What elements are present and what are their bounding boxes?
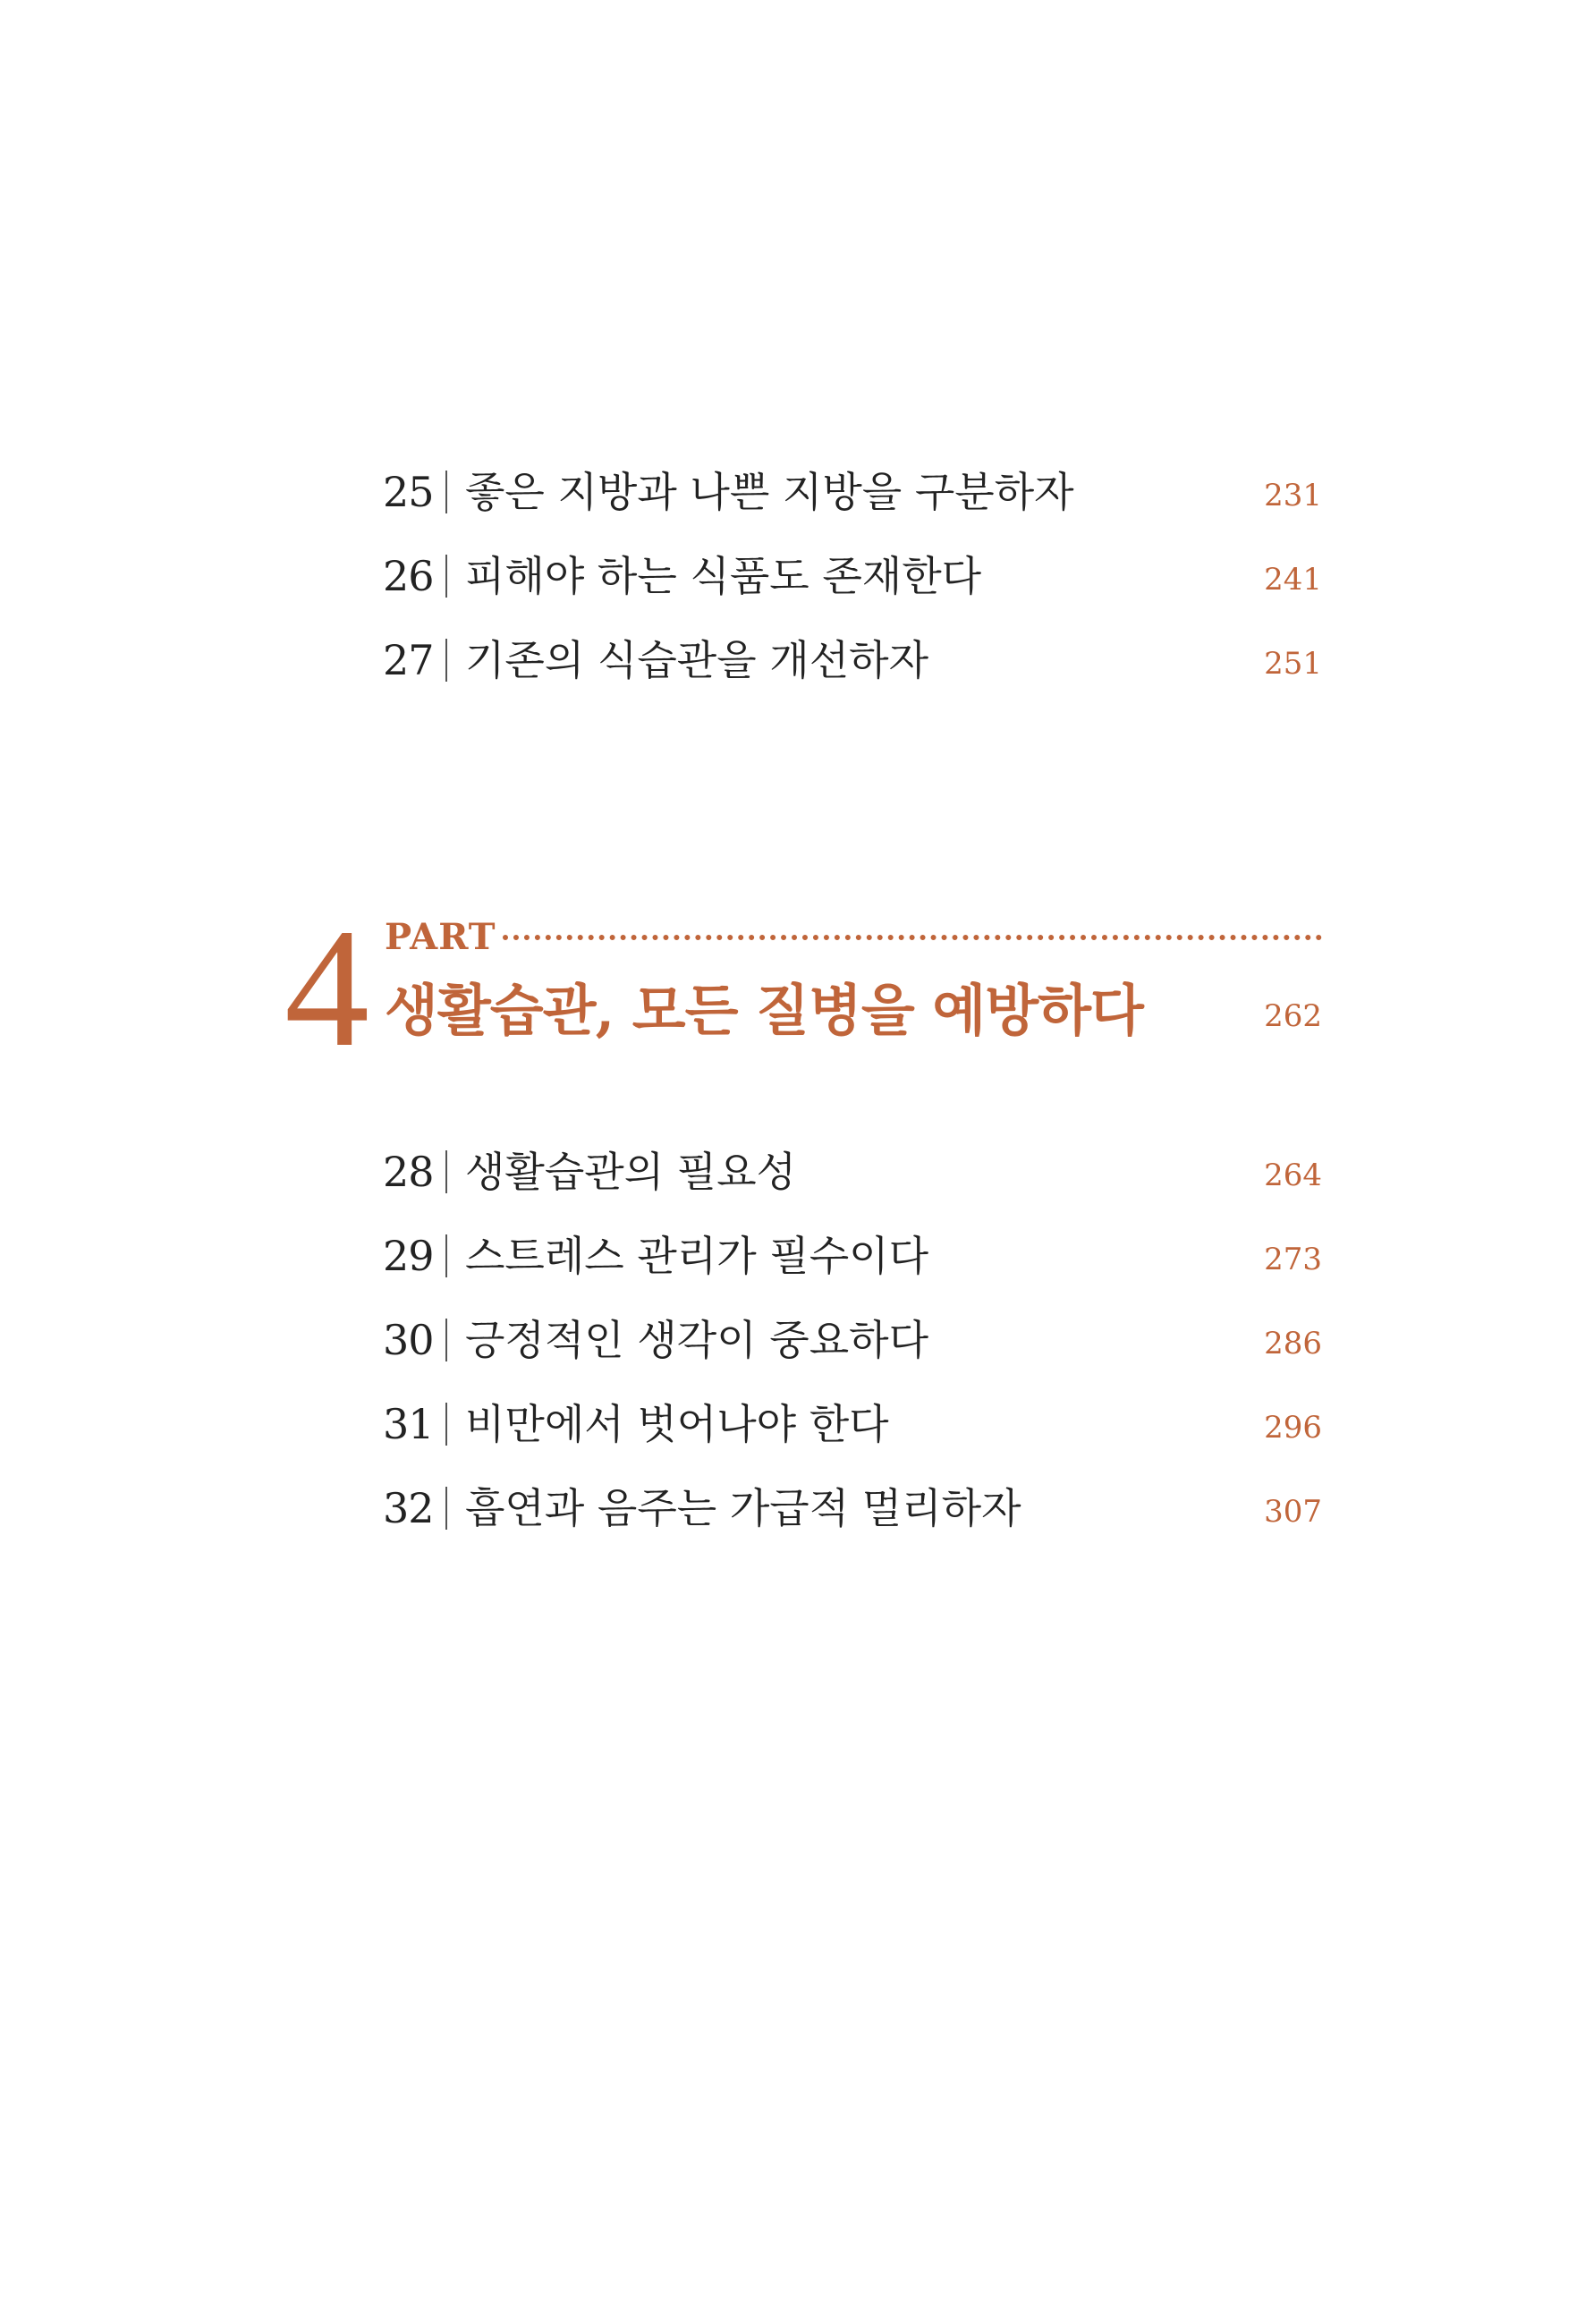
part-page-number: 262 xyxy=(1264,998,1322,1034)
page-number: 231 xyxy=(1264,478,1322,513)
chapter-number: 29 xyxy=(383,1232,434,1280)
chapter-title: 좋은 지방과 나쁜 지방을 구분하자 xyxy=(465,468,1074,516)
page-number: 273 xyxy=(1264,1242,1322,1277)
separator-bar xyxy=(445,1487,447,1530)
separator-bar xyxy=(445,1150,447,1193)
chapter-title: 생활습관의 필요성 xyxy=(465,1148,797,1196)
page-number: 251 xyxy=(1264,646,1322,682)
toc-entry-26[interactable] xyxy=(383,549,1322,603)
toc-entry-27[interactable] xyxy=(383,633,1322,687)
page-number: 286 xyxy=(1264,1326,1322,1361)
separator-bar xyxy=(445,1234,447,1277)
chapter-title: 스트레스 관리가 필수이다 xyxy=(465,1232,929,1280)
toc-entry-31[interactable] xyxy=(383,1397,1322,1451)
chapter-title: 피해야 하는 식품도 존재한다 xyxy=(465,552,982,600)
dotted-leader xyxy=(503,935,1322,940)
chapter-title: 흡연과 음주는 가급적 멀리하자 xyxy=(465,1484,1021,1532)
chapter-number: 31 xyxy=(383,1400,434,1448)
toc-entry-32[interactable] xyxy=(383,1481,1322,1535)
chapter-title: 기존의 식습관을 개선하자 xyxy=(465,636,929,684)
part-title: 생활습관, 모든 질병을 예방하다 xyxy=(385,978,1143,1043)
chapter-number: 28 xyxy=(383,1148,434,1196)
chapter-number: 25 xyxy=(383,468,434,516)
page-number: 264 xyxy=(1264,1158,1322,1193)
separator-bar xyxy=(445,1403,447,1446)
toc-entry-30[interactable] xyxy=(383,1313,1322,1367)
toc-entry-25[interactable] xyxy=(383,465,1322,519)
chapter-number: 30 xyxy=(383,1316,434,1364)
chapter-title: 비만에서 벗어나야 한다 xyxy=(465,1400,889,1448)
page-number: 296 xyxy=(1264,1410,1322,1446)
separator-bar xyxy=(445,639,447,682)
separator-bar xyxy=(445,471,447,513)
chapter-number: 27 xyxy=(383,636,434,684)
toc-entry-28[interactable] xyxy=(383,1145,1322,1199)
chapter-number: 32 xyxy=(383,1484,434,1532)
page-number: 307 xyxy=(1264,1494,1322,1530)
separator-bar xyxy=(445,1319,447,1361)
chapter-number: 26 xyxy=(383,552,434,600)
toc-entry-29[interactable] xyxy=(383,1229,1322,1283)
separator-bar xyxy=(445,555,447,598)
page-number: 241 xyxy=(1264,562,1322,598)
part-label: PART xyxy=(385,916,496,958)
part-number: 4 xyxy=(284,895,369,1082)
chapter-title: 긍정적인 생각이 중요하다 xyxy=(465,1316,929,1364)
